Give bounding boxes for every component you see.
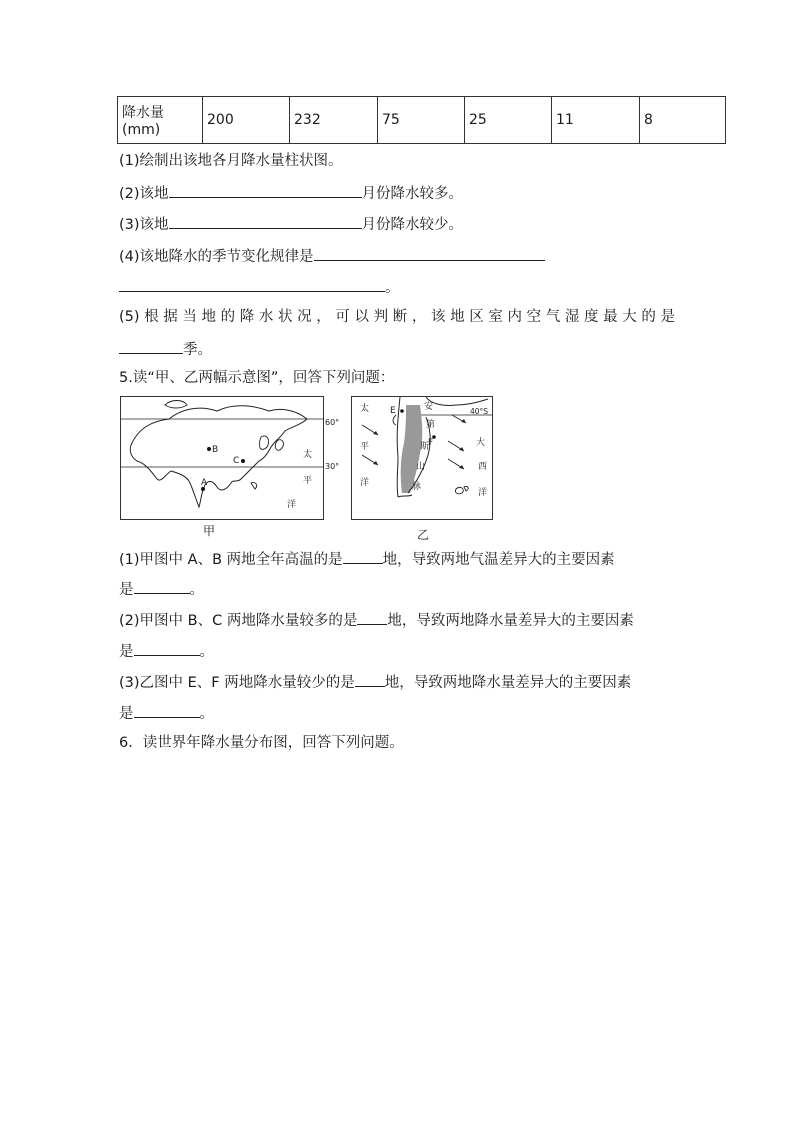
map-yi-tai: 太 xyxy=(360,404,370,414)
map-jia-caption: 甲 xyxy=(203,524,216,538)
q5-title: 5.读“甲、乙两幅示意图”，回答下列问题： xyxy=(119,370,395,386)
q4-part5-end: 季。 xyxy=(183,342,212,358)
q4-part2 xyxy=(119,182,463,204)
map-yi-figure xyxy=(352,397,492,519)
table-cell: 8 xyxy=(640,97,726,144)
map-yi-point-e: E xyxy=(390,406,396,416)
q5-part1-l2-end: 。 xyxy=(189,582,204,598)
q4-part2-answer-blank[interactable] xyxy=(169,182,362,198)
map-yi-point-f: F xyxy=(428,438,434,448)
q5-part1-prefix: (1)甲图中 A、B 两地全年高温的是 xyxy=(119,552,343,568)
q4-part3 xyxy=(119,213,463,235)
q5-part2-answer-blank[interactable] xyxy=(357,609,387,625)
map-jia-ocean-3: 洋 xyxy=(287,500,297,510)
q5-part1 xyxy=(119,548,615,570)
q5-part1-answer-blank-2[interactable] xyxy=(134,578,190,594)
map-jia xyxy=(120,396,324,520)
map-jia-lat-30: 30° xyxy=(325,462,340,471)
q4-part3-suffix: 月份降水较少。 xyxy=(361,217,464,233)
map-jia-lat-60: 60° xyxy=(325,418,340,427)
q5-part1-answer-blank[interactable] xyxy=(343,548,383,564)
q4-part5-text: (5)根据当地的降水状况，可以判断，该地区室内空气湿度最大的是 xyxy=(119,309,675,325)
q4-part2-prefix: (2)该地 xyxy=(119,186,169,202)
q6-title: 6．读世界年降水量分布图，回答下列问题。 xyxy=(119,735,404,751)
map-yi-ping: 平 xyxy=(360,442,370,452)
q5-part2-l2-end: 。 xyxy=(199,644,214,660)
q5-part1-l2-prefix: 是 xyxy=(119,582,134,598)
q4-part1: (1)绘制出该地各月降水量柱状图。 xyxy=(119,153,343,169)
table-cell: 232 xyxy=(290,97,378,144)
q4-part3-answer-blank[interactable] xyxy=(169,213,362,229)
map-jia-point-a: A xyxy=(201,478,208,488)
q5-part1-suffix: 地，导致两地气温差异大的主要因素 xyxy=(382,552,615,568)
map-yi-yang: 洋 xyxy=(360,478,370,488)
map-jia-point-b: B xyxy=(212,445,219,455)
q5-part1-cont xyxy=(119,578,204,600)
q5-part3-answer-blank[interactable] xyxy=(355,671,385,687)
q5-part2-suffix: 地，导致两地降水量差异大的主要因素 xyxy=(387,613,634,629)
map-yi-an: 安 xyxy=(424,402,434,412)
map-yi-da: 大 xyxy=(476,438,486,448)
map-jia-ocean-2: 平 xyxy=(303,476,313,486)
map-yi-di: 第 xyxy=(426,420,436,430)
table-row xyxy=(118,97,726,144)
map-jia-figure xyxy=(121,397,323,519)
map-yi-mai: 脉 xyxy=(412,482,422,492)
map-yi xyxy=(351,396,493,520)
q4-part4 xyxy=(119,245,545,267)
q4-part4-answer-blank[interactable] xyxy=(314,245,545,261)
q5-part3-answer-blank-2[interactable] xyxy=(134,702,200,718)
map-jia-ocean-1: 太 xyxy=(303,450,313,460)
q4-part4-answer-blank-2[interactable] xyxy=(119,276,385,292)
q5-part3 xyxy=(119,671,631,693)
map-yi-lat-40s: 40°S xyxy=(470,407,489,416)
table-header-cell: 降水量(mm) xyxy=(118,97,203,144)
map-jia-point-c: C xyxy=(233,456,240,466)
map-yi-xi: 西 xyxy=(478,462,488,472)
q5-part2-cont xyxy=(119,640,214,662)
q4-part5 xyxy=(119,307,675,327)
table-cell: 11 xyxy=(552,97,640,144)
table-cell: 25 xyxy=(465,97,552,144)
q5-part2 xyxy=(119,609,634,631)
q4-part4-prefix: (4)该地降水的季节变化规律是 xyxy=(119,249,314,265)
q5-part3-l2-end: 。 xyxy=(199,706,214,722)
q5-part2-answer-blank-2[interactable] xyxy=(134,640,200,656)
q4-part4-cont xyxy=(119,276,400,298)
q5-part2-prefix: (2)甲图中 B、C 两地降水量较多的是 xyxy=(119,613,358,629)
q5-part3-l2-prefix: 是 xyxy=(119,706,134,722)
map-yi-caption: 乙 xyxy=(417,528,430,542)
q5-part3-suffix: 地，导致两地降水量差异大的主要因素 xyxy=(384,675,632,691)
q4-part5-answer-blank[interactable] xyxy=(119,338,183,354)
q4-part3-prefix: (3)该地 xyxy=(119,217,169,233)
q4-part4-end: 。 xyxy=(385,280,400,296)
map-yi-shan: 山 xyxy=(416,462,426,472)
table-cell: 200 xyxy=(203,97,290,144)
q5-part2-l2-prefix: 是 xyxy=(119,644,134,660)
map-yi-si: 斯 xyxy=(420,442,430,452)
q4-part2-suffix: 月份降水较多。 xyxy=(361,186,464,202)
q5-part3-prefix: (3)乙图中 E、F 两地降水量较少的是 xyxy=(119,675,355,691)
q4-part5-cont xyxy=(119,338,212,360)
q5-part3-cont xyxy=(119,702,214,724)
table-cell: 75 xyxy=(378,97,465,144)
precipitation-table xyxy=(117,96,726,144)
map-yi-yang2: 洋 xyxy=(478,488,488,498)
